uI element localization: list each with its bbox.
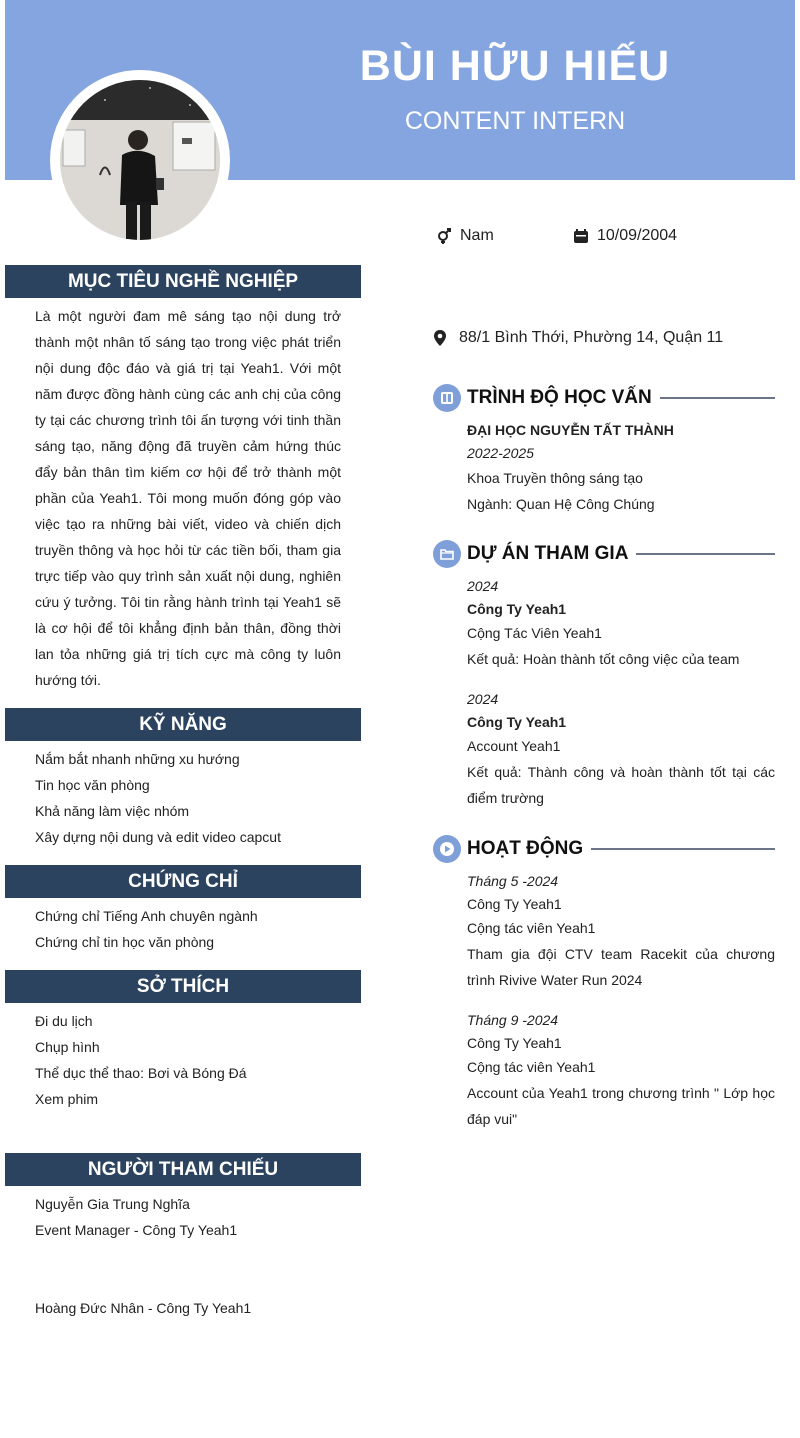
list-item: Chứng chỉ Tiếng Anh chuyên ngành xyxy=(35,908,258,924)
activity-role: Cộng tác viên Yeah1 xyxy=(467,1059,596,1075)
gender-icon xyxy=(435,227,453,245)
objective-text: Là một người đam mê sáng tạo nội dung trở thành một nhân tố sáng tạo trong việc phát triển nội dung độc đáo và giá trị tại Yeah1. Với một năm được đồng hành cùng các anh chị của công ty tại các chương trình tôi ấn tượng với tinh thần sáng tạo, năng động đã truyền cảm hứng thúc đẩy bản thân tìm kiếm cơ hội để trở thành một phần của Yeah1. Tôi mong muốn đóng góp vào việc tạo ra những bài viết, video và chiến dịch truyền thông và học hỏi từ các tiền bối, tham gia trực tiếp vào quy trình sản xuất nội dung, nghiên cứu ý tưởng. Tôi tin rằng hành trình tại Yeah1 sẽ là cơ hội để tôi khẳng định bản thân, đồng thời lan tỏa những giá trị tích cực mà công ty luôn hướng tới. xyxy=(35,308,341,688)
list-item: Tin học văn phòng xyxy=(35,777,150,793)
section-divider xyxy=(660,397,775,399)
education-heading xyxy=(433,383,775,413)
folder-icon xyxy=(433,540,461,568)
activity-desc: Account của Yeah1 trong chương trình " Lớp học đáp vui" xyxy=(467,1085,775,1127)
list-item: Khả năng làm việc nhóm xyxy=(35,803,190,819)
reference-name: Hoàng Đức Nhân - Công Ty Yeah1 xyxy=(35,1300,252,1316)
project-result: Kết quả: Thành công và hoàn thành tốt tại các điểm trường xyxy=(467,764,775,806)
project-result: Kết quả: Hoàn thành tốt công việc của team xyxy=(467,651,740,667)
avatar xyxy=(60,80,220,240)
references-list-2 xyxy=(35,1295,345,1321)
address-value: 88/1 Bình Thới, Phường 14, Quận 11 xyxy=(459,329,724,346)
project-company: Công Ty Yeah1 xyxy=(467,601,567,617)
school-name: ĐẠI HỌC NGUYỄN TẤT THÀNH xyxy=(467,422,674,438)
skills-heading: KỸ NĂNG xyxy=(5,708,361,741)
birthdate-info xyxy=(572,227,677,245)
reference-name: Nguyễn Gia Trung Nghĩa xyxy=(35,1196,190,1212)
list-item: Nắm bắt nhanh những xu hướng xyxy=(35,751,240,767)
candidate-position: CONTENT INTERN xyxy=(404,107,626,135)
skills-list xyxy=(35,746,345,850)
activities-heading xyxy=(433,834,775,864)
activities-title: HOẠT ĐỘNG xyxy=(467,838,584,859)
list-item: Thể dục thể thao: Bơi và Bóng Đá xyxy=(35,1065,247,1081)
education-major: Ngành: Quan Hệ Công Chúng xyxy=(467,496,655,512)
gender-value: Nam xyxy=(460,227,494,244)
gender-info xyxy=(435,227,494,245)
projects-title: DỰ ÁN THAM GIA xyxy=(467,543,629,564)
activity-desc: Tham gia đội CTV team Racekit của chương trình Rivive Water Run 2024 xyxy=(467,946,775,988)
education-title: TRÌNH ĐỘ HỌC VẤN xyxy=(467,387,652,408)
certificates-list xyxy=(35,903,345,955)
play-icon xyxy=(433,835,461,863)
education-years: 2022-2025 xyxy=(467,445,534,461)
avatar-photo xyxy=(60,80,220,240)
certificates-heading: CHỨNG CHỈ xyxy=(5,865,361,898)
hobbies-list xyxy=(35,1008,345,1112)
project-company: Công Ty Yeah1 xyxy=(467,714,567,730)
activity-role: Cộng tác viên Yeah1 xyxy=(467,920,596,936)
education-faculty: Khoa Truyền thông sáng tạo xyxy=(467,470,643,486)
list-item: Chứng chỉ tin học văn phòng xyxy=(35,934,215,950)
references-heading: NGƯỜI THAM CHIẾU xyxy=(5,1153,361,1186)
project-entry xyxy=(467,687,775,811)
book-icon xyxy=(433,384,461,412)
objective-heading: MỤC TIÊU NGHỀ NGHIỆP xyxy=(5,265,361,298)
activity-company: Công Ty Yeah1 xyxy=(467,896,562,912)
project-role: Cộng Tác Viên Yeah1 xyxy=(467,625,602,641)
list-item: Xây dựng nội dung và edit video capcut xyxy=(35,829,281,845)
projects-heading xyxy=(433,539,775,569)
avatar-frame xyxy=(50,70,230,250)
location-pin-icon xyxy=(431,329,449,347)
project-year: 2024 xyxy=(467,578,499,594)
section-divider xyxy=(591,848,775,850)
list-item: Xem phim xyxy=(35,1091,99,1107)
hobbies-heading: SỞ THÍCH xyxy=(5,970,361,1003)
calendar-icon xyxy=(572,227,590,245)
candidate-name: BÙI HỮU HIẾU xyxy=(359,42,671,90)
education-entry xyxy=(467,419,775,517)
activity-date: Tháng 9 -2024 xyxy=(467,1012,559,1028)
reference-role: Event Manager - Công Ty Yeah1 xyxy=(35,1222,238,1238)
project-role: Account Yeah1 xyxy=(467,738,561,754)
list-item: Đi du lịch xyxy=(35,1013,93,1029)
activity-entry xyxy=(467,869,775,993)
activity-date: Tháng 5 -2024 xyxy=(467,873,559,889)
project-entry xyxy=(467,574,775,672)
references-list-1 xyxy=(35,1191,345,1243)
activity-company: Công Ty Yeah1 xyxy=(467,1035,562,1051)
birthdate-value: 10/09/2004 xyxy=(597,227,678,244)
address-info xyxy=(431,329,723,347)
section-divider xyxy=(636,553,775,555)
activity-entry xyxy=(467,1008,775,1132)
list-item: Chụp hình xyxy=(35,1039,100,1055)
project-year: 2024 xyxy=(467,691,499,707)
